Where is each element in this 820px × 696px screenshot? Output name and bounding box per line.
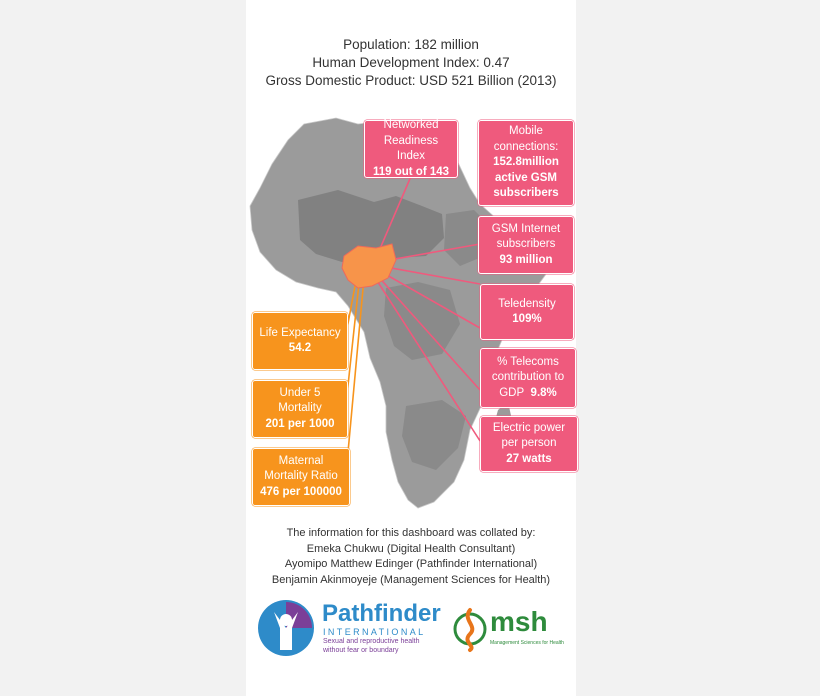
u5-label-1: Under 5 — [279, 386, 321, 399]
hdi-text: Human Development Index: 0.47 — [312, 55, 510, 70]
credit-person-3: Benjamin Akinmoyeje (Management Sciences for Health) — [271, 573, 551, 586]
nri-label-1: Networked — [383, 119, 439, 131]
teledensity-label: Teledensity — [498, 297, 556, 310]
telecoms-gdp-box — [480, 348, 576, 408]
life-expectancy-box — [252, 312, 348, 370]
telecoms-label-3: GDP — [499, 386, 525, 399]
life-value: 54.2 — [288, 342, 312, 354]
telecoms-value: 9.8% — [530, 386, 557, 399]
mmr-label-2: Mortality Ratio — [264, 470, 338, 483]
mobile-label-1: Mobile — [509, 125, 543, 138]
gsm-label-2: subscribers — [496, 238, 556, 251]
msh-logo — [446, 600, 564, 656]
mmr-value: 476 per 100000 — [260, 485, 342, 498]
msh-emblem-icon — [450, 604, 490, 654]
power-value: 27 watts — [506, 452, 552, 465]
credit-person-2: Ayomipo Matthew Edinger (Pathfinder International) — [284, 558, 538, 570]
mmr-label-1: Maternal — [278, 454, 324, 467]
gdp-text: Gross Domestic Product: USD 521 Billion (2013) — [265, 73, 557, 88]
life-label: Life Expectancy — [259, 326, 341, 339]
credits-intro: The information for this dashboard was collated by: — [286, 527, 536, 539]
under5-mortality-box — [252, 380, 348, 438]
pathfinder-tag-1: Sexual and reproductive health — [323, 638, 420, 645]
telecoms-label-2: contribution to — [491, 371, 565, 384]
mobile-connections-box — [478, 120, 574, 206]
gsm-label-1: GSM Internet — [491, 222, 561, 235]
teledensity-box — [480, 284, 574, 340]
gsm-value: 93 million — [499, 253, 553, 266]
gsm-internet-box — [478, 216, 574, 274]
maternal-mortality-box — [252, 448, 350, 506]
power-label-1: Electric power — [492, 421, 566, 434]
telecoms-label-1: % Telecoms — [497, 355, 559, 368]
u5-value: 201 per 1000 — [265, 417, 335, 430]
nri-value: 119 out of 143 — [372, 165, 450, 178]
pathfinder-sub: INTERNATIONAL — [323, 627, 426, 637]
nri-label-2: Readiness Index — [383, 134, 439, 162]
teledensity-value: 109% — [512, 313, 542, 325]
credit-person-1: Emeka Chukwu (Digital Health Consultant) — [306, 542, 516, 555]
u5-label-2: Mortality — [278, 402, 322, 415]
mobile-label-2: connections: — [493, 140, 559, 153]
pathfinder-name: Pathfinder — [322, 600, 441, 627]
pathfinder-tag-2: without fear or boundary — [323, 647, 399, 654]
telecoms-line-3 — [499, 386, 557, 402]
mobile-value-2: active GSM — [495, 171, 557, 184]
power-label-2: per person — [501, 437, 557, 450]
credits — [246, 526, 576, 588]
networked-readiness-box — [364, 120, 458, 178]
country-summary — [246, 36, 576, 90]
population-text: Population: 182 million — [343, 37, 479, 52]
mobile-value-3: subscribers — [493, 187, 559, 200]
pathfinder-logo — [256, 598, 441, 658]
mobile-value-1: 152.8million — [493, 156, 559, 169]
msh-name: msh — [490, 606, 548, 637]
msh-tag: Management Sciences for Health — [490, 640, 564, 646]
electric-power-box — [480, 416, 578, 472]
